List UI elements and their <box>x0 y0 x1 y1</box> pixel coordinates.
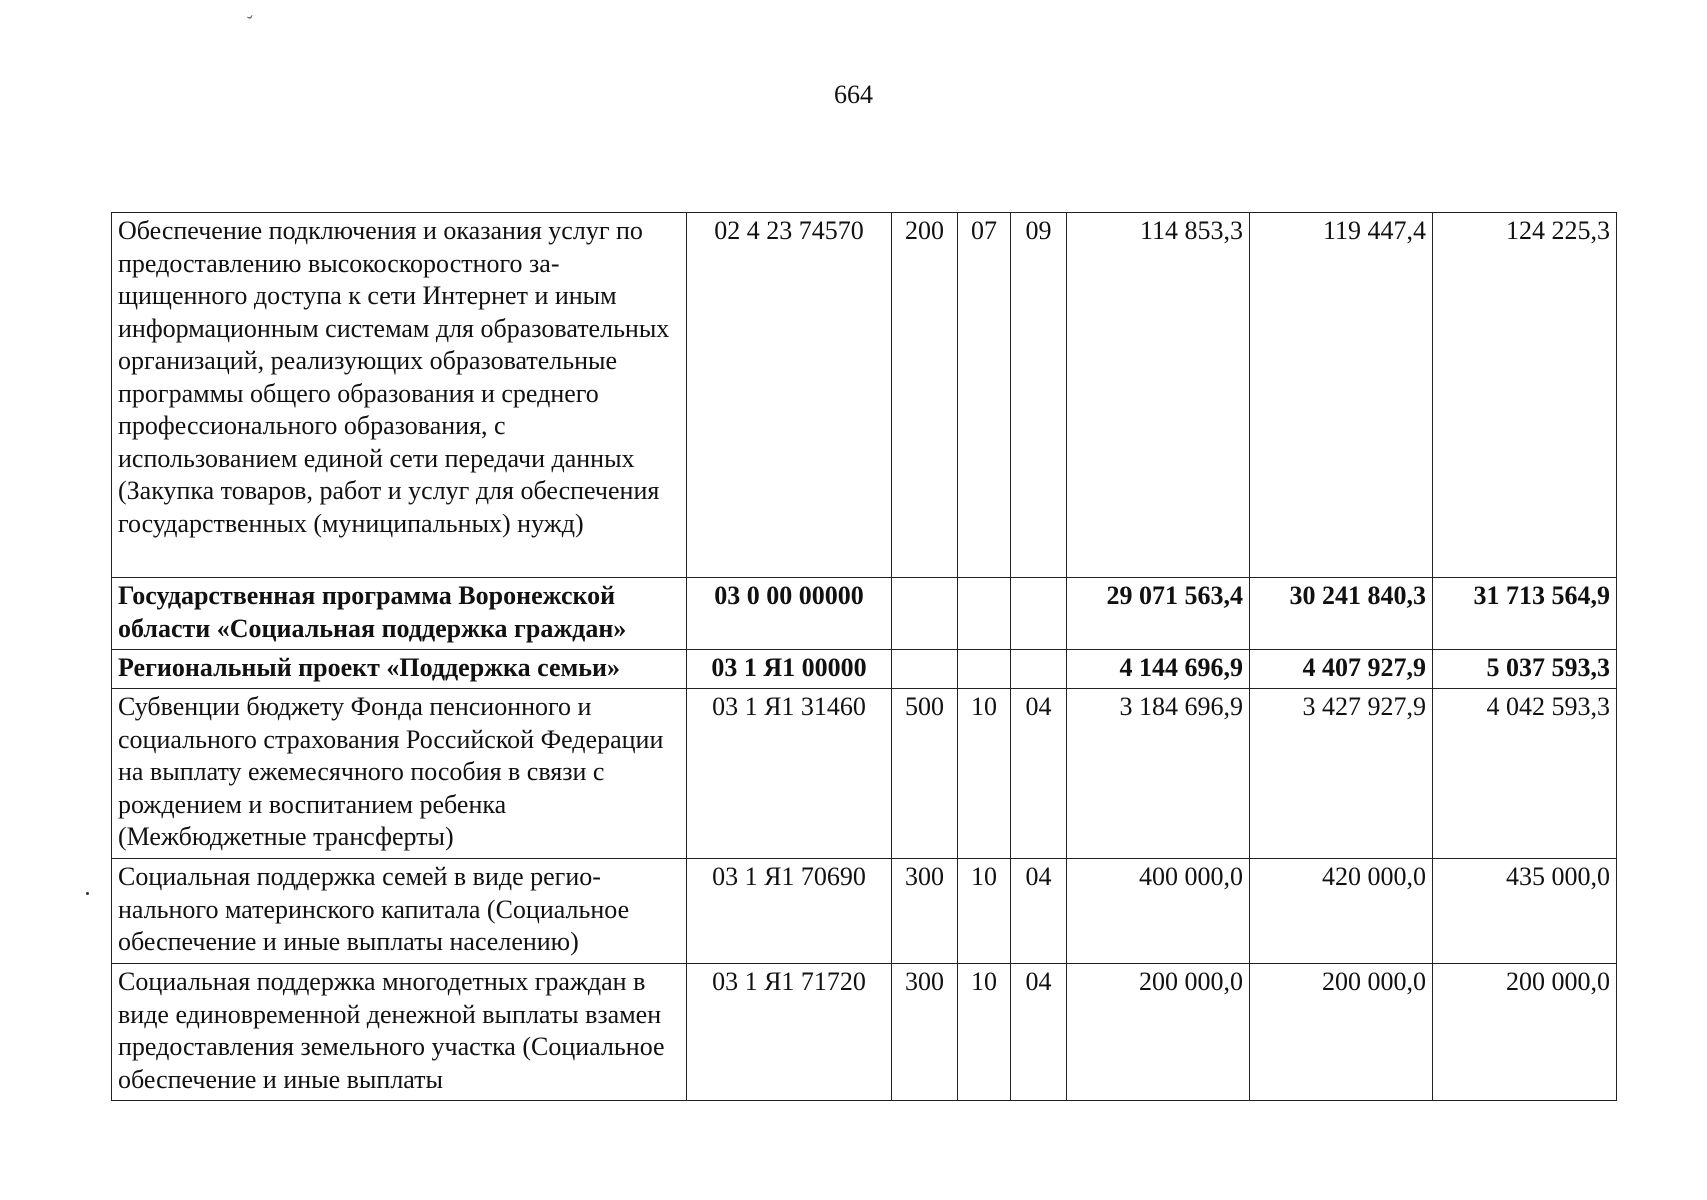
row-subsection <box>1011 650 1067 689</box>
row-name: Социальная поддержка семей в виде регионального материнского капитала (Социальное обеспечение и иные выплаты населению) <box>112 859 687 964</box>
row-name: Государственная программа Воронежской области «Социальная поддержка граждан» <box>112 578 687 650</box>
row-amount-1: 4 144 696,9 <box>1067 650 1250 689</box>
row-amount-2: 119 447,4 <box>1250 213 1433 578</box>
row-amount-1: 200 000,0 <box>1067 964 1250 1101</box>
table-row <box>112 964 1617 1101</box>
budget-table <box>111 212 1617 1101</box>
row-amount-1: 114 853,3 <box>1067 213 1250 578</box>
row-subsection: 04 <box>1011 859 1067 964</box>
row-code: 03 1 Я1 70690 <box>687 859 892 964</box>
row-code: 03 0 00 00000 <box>687 578 892 650</box>
table-row <box>112 689 1617 859</box>
table-row <box>112 859 1617 964</box>
row-section <box>958 650 1011 689</box>
row-expense-type <box>892 650 958 689</box>
scan-tick-mark: ˇ <box>245 11 259 33</box>
row-name: Обеспечение подключения и оказания услуг по предоставлению высокоскоростного защищенного доступа к сети Интернет и иным информационным системам для образовательных организаций, реализующих образовательные программы общего образования и среднего профессионального образования, с использованием единой сети передачи данных (Закупка товаров, работ и услуг для обеспечения государственных (муниципальных) нужд) <box>112 213 687 578</box>
row-expense-type: 500 <box>892 689 958 859</box>
row-expense-type <box>892 578 958 650</box>
row-amount-3: 124 225,3 <box>1433 213 1617 578</box>
row-section: 10 <box>958 859 1011 964</box>
row-name: Региональный проект «Поддержка семьи» <box>112 650 687 689</box>
row-expense-type: 300 <box>892 859 958 964</box>
row-amount-2: 420 000,0 <box>1250 859 1433 964</box>
row-code: 02 4 23 74570 <box>687 213 892 578</box>
row-subsection: 04 <box>1011 964 1067 1101</box>
page-number: 664 <box>834 80 873 109</box>
table-row <box>112 213 1617 578</box>
row-amount-2: 200 000,0 <box>1250 964 1433 1101</box>
row-amount-2: 4 407 927,9 <box>1250 650 1433 689</box>
row-section: 10 <box>958 689 1011 859</box>
row-code: 03 1 Я1 71720 <box>687 964 892 1101</box>
row-section: 07 <box>958 213 1011 578</box>
table-row <box>112 650 1617 689</box>
row-code: 03 1 Я1 31460 <box>687 689 892 859</box>
row-subsection: 04 <box>1011 689 1067 859</box>
row-amount-1: 29 071 563,4 <box>1067 578 1250 650</box>
row-subsection: 09 <box>1011 213 1067 578</box>
row-amount-1: 3 184 696,9 <box>1067 689 1250 859</box>
row-name: Субвенции бюджету Фонда пенсионного и социального страхования Российской Федерации на выплату ежемесячного пособия в связи с рождением и воспитанием ребенка (Межбюджетные трансферты) <box>112 689 687 859</box>
table-row <box>112 578 1617 650</box>
row-expense-type: 300 <box>892 964 958 1101</box>
row-expense-type: 200 <box>892 213 958 578</box>
row-amount-1: 400 000,0 <box>1067 859 1250 964</box>
row-section: 10 <box>958 964 1011 1101</box>
row-amount-3: 435 000,0 <box>1433 859 1617 964</box>
row-amount-2: 3 427 927,9 <box>1250 689 1433 859</box>
row-code: 03 1 Я1 00000 <box>687 650 892 689</box>
row-amount-2: 30 241 840,3 <box>1250 578 1433 650</box>
row-amount-3: 31 713 564,9 <box>1433 578 1617 650</box>
row-section <box>958 578 1011 650</box>
scan-dot-mark <box>86 892 89 895</box>
row-name: Социальная поддержка многодетных граждан в виде единовременной денежной выплаты взамен предоставления земельного участка (Социальное обеспечение и иные выплаты <box>112 964 687 1101</box>
row-amount-3: 5 037 593,3 <box>1433 650 1617 689</box>
row-subsection <box>1011 578 1067 650</box>
row-amount-3: 4 042 593,3 <box>1433 689 1617 859</box>
row-amount-3: 200 000,0 <box>1433 964 1617 1101</box>
